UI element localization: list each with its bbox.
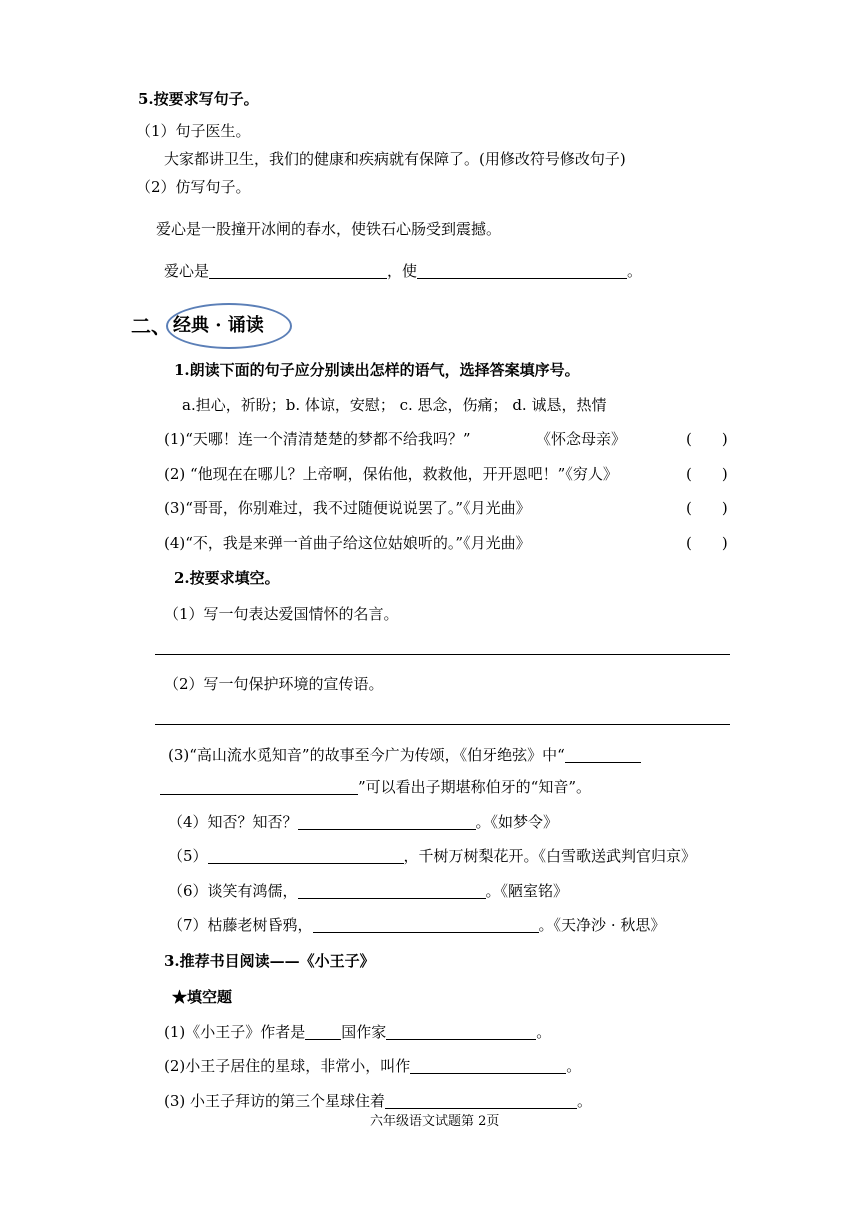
q3-item-2-head: (2)小王子居住的星球，非常小，叫作	[164, 1057, 411, 1075]
q3-item-1-mid: 国作家	[341, 1023, 387, 1041]
q2-blank-7[interactable]	[313, 918, 539, 933]
q5-part1-sentence: 大家都讲卫生，我们的健康和疾病就有保障了。(用修改符号修改句子)	[164, 150, 626, 168]
q5-title: 5.按要求写句子。	[138, 90, 259, 108]
q1-answer-2[interactable]: ( )	[686, 465, 728, 483]
q2-title: 2.按要求填空。	[174, 569, 280, 587]
q2-item-7-tail: 。《天净沙 · 秋思》	[538, 916, 666, 934]
q3-blank-1b[interactable]	[386, 1025, 536, 1040]
q2-blank-3a[interactable]	[565, 748, 641, 763]
q1-title: 1.朗读下面的句子应分别读出怎样的语气，选择答案填序号。	[174, 361, 580, 379]
q2-blank-5[interactable]	[208, 849, 404, 864]
q3-blank-1a[interactable]	[305, 1025, 341, 1040]
q2-item-3-tail: ”可以看出子期堪称伯牙的“知音”。	[358, 778, 592, 796]
q1-item-2: (2) “他现在在哪儿？上帝啊，保佑他，救救他，开开恩吧！”《穷人》	[164, 465, 618, 483]
q1-item-1-source: 《怀念母亲》	[536, 430, 627, 448]
q5-part2-model: 爱心是一股撞开冰闸的春水，使铁石心肠受到震撼。	[156, 220, 502, 238]
q1-item-3: (3)“哥哥，你别难过，我不过随便说说罢了。”《月光曲》	[164, 499, 531, 517]
q2-answer-line-2[interactable]	[155, 724, 730, 725]
q1-item-1: (1)“天哪！连一个清清楚楚的梦都不给我吗？”	[164, 430, 471, 448]
q5-prefix: 爱心是	[164, 262, 210, 280]
q3-item-1	[164, 1022, 551, 1042]
q5-blank-1[interactable]	[209, 264, 387, 279]
q2-item-4	[168, 812, 558, 832]
q1-answer-4[interactable]: ( )	[686, 534, 728, 552]
q3-item-2	[164, 1056, 581, 1076]
q2-item-7	[168, 915, 665, 935]
q3-item-1-tail: 。	[536, 1023, 552, 1041]
q3-subtitle: ★填空题	[172, 988, 233, 1006]
q2-answer-line-1[interactable]	[155, 654, 730, 655]
q3-item-1-head: (1)《小王子》作者是	[164, 1023, 306, 1041]
q3-title: 3.推荐书目阅读——《小王子》	[164, 952, 375, 970]
q2-item-2: （2）写一句保护环境的宣传语。	[164, 675, 384, 693]
q5-blank-2[interactable]	[417, 264, 627, 279]
section-title: 经典 · 诵读	[173, 315, 264, 336]
page-footer: 六年级语文试题第 2页	[370, 1114, 500, 1129]
q3-blank-3[interactable]	[385, 1094, 577, 1109]
q2-item-3b	[160, 777, 591, 797]
q5-mid: ，使	[387, 262, 418, 280]
q5-part1-label: （1）句子医生。	[136, 122, 251, 140]
q2-item-5-head: （5）	[168, 847, 208, 865]
q2-item-6	[168, 881, 568, 901]
q1-item-4: (4)“不，我是来弹一首曲子给这位姑娘听的。”《月光曲》	[164, 534, 531, 552]
section-number: 二、	[131, 314, 171, 338]
q2-item-7-head: （7）枯藤老树昏鸦，	[168, 916, 313, 934]
q2-blank-3b[interactable]	[160, 780, 358, 795]
q3-blank-2[interactable]	[410, 1059, 566, 1074]
q2-blank-6[interactable]	[298, 884, 486, 899]
q3-item-3	[164, 1091, 592, 1111]
q2-item-4-head: （4）知否？知否？	[168, 813, 298, 831]
q2-item-6-tail: 。《陋室铭》	[485, 882, 569, 900]
q2-item-3a	[168, 745, 641, 765]
q1-answer-3[interactable]: ( )	[686, 499, 728, 517]
q1-answer-1[interactable]: ( )	[686, 430, 728, 448]
q2-item-3-text: (3)“高山流水觅知音”的故事至今广为传颂，《伯牙绝弦》中“	[168, 746, 565, 764]
q3-item-2-tail: 。	[566, 1057, 582, 1075]
q5-end: 。	[627, 262, 643, 280]
q2-item-5	[168, 846, 696, 866]
q1-options: a.担心，祈盼；b. 体谅，安慰； c. 思念，伤痛； d. 诚恳，热情	[182, 396, 607, 414]
q5-part2-label: （2）仿写句子。	[136, 178, 251, 196]
q3-item-3-head: (3) 小王子拜访的第三个星球住着	[164, 1092, 386, 1110]
q2-item-6-head: （6）谈笑有鸿儒，	[168, 882, 298, 900]
q2-item-4-tail: 。《如梦令》	[475, 813, 559, 831]
q2-blank-4[interactable]	[298, 815, 476, 830]
q5-part2-answer-line	[164, 261, 642, 281]
q2-item-5-tail: ，千树万树梨花开。《白雪歌送武判官归京》	[403, 847, 697, 865]
q2-item-1: （1）写一句表达爱国情怀的名言。	[164, 605, 399, 623]
q3-item-3-tail: 。	[577, 1092, 593, 1110]
